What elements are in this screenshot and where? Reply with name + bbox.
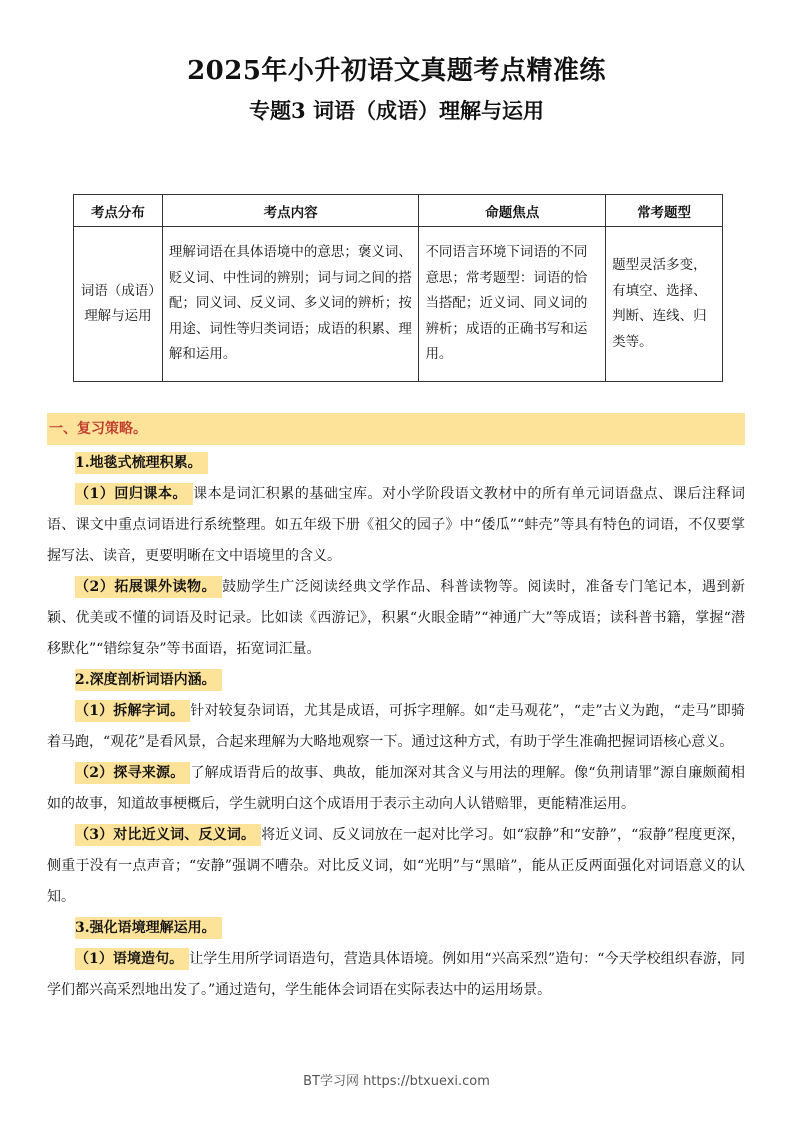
table-cell: 题型灵活多变，有填空、选择、判断、连线、归类等。 (606, 227, 723, 382)
paragraph-label: （1）拆解字词。 (75, 700, 190, 722)
table-header: 考点分布 (74, 195, 163, 227)
table-cell: 理解词语在具体语境中的意思；褒义词、贬义词、中性词的辨别；词与词之间的搭配；同义词、反义词、多义词的辨析；按用途、词性等归类词语；成语的积累、理解和运用。 (162, 227, 419, 382)
paragraph (47, 758, 745, 820)
paragraph (47, 696, 745, 758)
paragraph (47, 820, 745, 913)
subsection-heading (47, 665, 745, 696)
paragraph-label: （3）对比近义词、反义词。 (75, 824, 261, 846)
paragraph-text: 将近义词、反义词放在一起对比学习。如“寂静”和“安静”，“寂静”程度更深，侧重于没有一点声音；“安静”强调不嘈杂。对比反义词，如“光明”与“黑暗”，能从正反两面强化对词语意义的认知。 (47, 827, 745, 905)
paragraph (47, 944, 745, 1006)
paragraph (47, 572, 745, 665)
subsection-heading-text: 1.地毯式梳理积累。 (75, 452, 208, 474)
paragraph-text: 课本是词汇积累的基础宝库。对小学阶段语文教材中的所有单元词语盘点、课后注释词语、课文中重点词语进行系统整理。如五年级下册《祖父的园子》中“倭瓜”“蚌壳”等具有特色的词语，不仅要掌握写法、读音，更要明晰在文中语境里的含义。 (47, 486, 745, 564)
table-cell: 词语（成语）理解与运用 (74, 227, 163, 382)
section-body (47, 448, 745, 1006)
paragraph-label: （2）拓展课外读物。 (75, 576, 222, 598)
paragraph-label: （1）语境造句。 (75, 948, 189, 970)
table-header: 命题焦点 (419, 195, 606, 227)
document-title: 2025年小升初语文真题考点精准练 (187, 56, 606, 86)
document-subtitle: 专题3 词语（成语）理解与运用 (249, 98, 544, 123)
subsection-heading (47, 913, 745, 944)
summary-table (73, 194, 723, 382)
section-heading: 一、复习策略。 (47, 413, 745, 445)
paragraph-text: 了解成语背后的故事、典故，能加深对其含义与用法的理解。像“负荆请罪”源自廉颇蔺相如的故事，知道故事梗概后，学生就明白这个成语用于表示主动向人认错赔罪，更能精准运用。 (47, 765, 745, 812)
paragraph-text: 鼓励学生广泛阅读经典文学作品、科普读物等。阅读时，准备专门笔记本，遇到新颖、优美或不懂的词语及时记录。比如读《西游记》，积累“火眼金睛”“神通广大”等成语；读科普书籍，掌握“潜移默化”“错综复杂”等书面语，拓宽词汇量。 (47, 579, 745, 657)
table-cell: 不同语言环境下词语的不同意思；常考题型：词语的恰当搭配；近义词、同义词的辨析；成语的正确书写和运用。 (419, 227, 606, 382)
paragraph-label: （1）回归课本。 (75, 483, 193, 505)
subsection-heading (47, 448, 745, 479)
table-row (74, 227, 723, 382)
paragraph-text: 让学生用所学词语造句，营造具体语境。例如用“兴高采烈”造句：“今天学校组织春游，同学们都兴高采烈地出发了。”通过造句，学生能体会词语在实际表达中的运用场景。 (47, 951, 745, 998)
paragraph (47, 479, 745, 572)
footer-watermark: BT学习网 https://btxuexi.com (303, 1074, 490, 1089)
table-header: 常考题型 (606, 195, 723, 227)
table-header-row (74, 195, 723, 227)
paragraph-label: （2）探寻来源。 (75, 762, 190, 784)
paragraph-text: 针对较复杂词语，尤其是成语，可拆字理解。如“走马观花”，“走”古义为跑，“走马”即骑着马跑，“观花”是看风景，合起来理解为大略地观察一下。通过这种方式，有助于学生准确把握词语核心意义。 (47, 703, 745, 750)
table-header: 考点内容 (162, 195, 419, 227)
subsection-heading-text: 2.深度剖析词语内涵。 (75, 669, 222, 691)
subsection-heading-text: 3.强化语境理解运用。 (75, 917, 222, 939)
